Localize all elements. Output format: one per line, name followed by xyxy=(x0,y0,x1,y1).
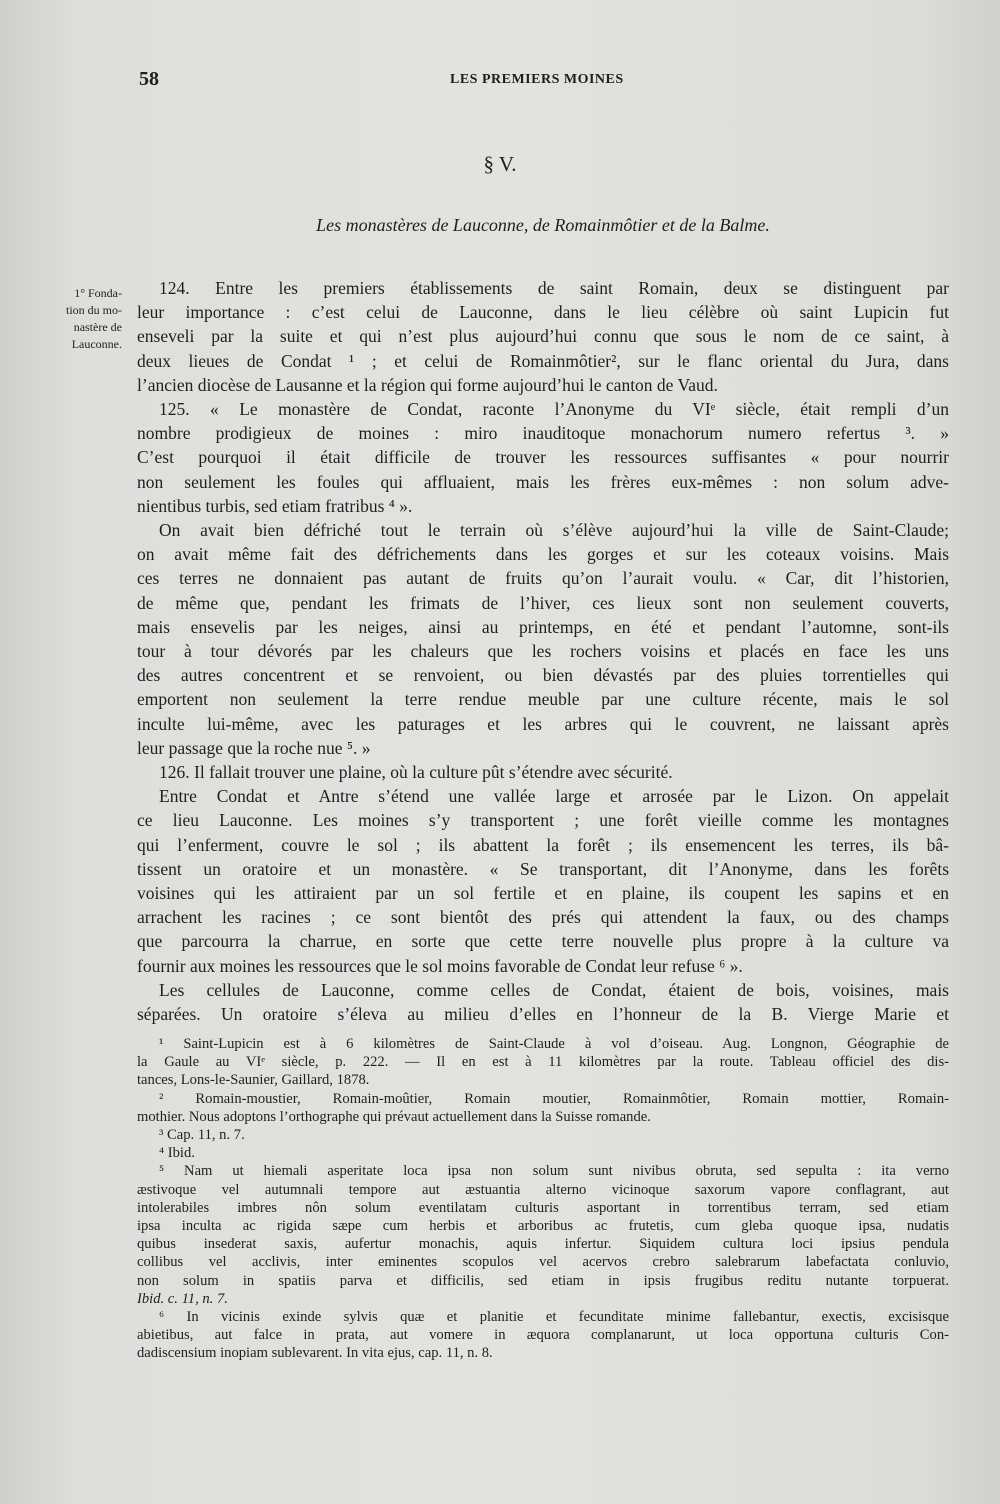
body-line: deux lieues de Condat ¹ ; et celui de Romainmôtier², sur le flanc oriental du Jura, dans xyxy=(137,350,949,371)
body-line: leur passage que la roche nue ⁵. » xyxy=(137,737,371,758)
body-line: arrachent les racines ; ce sont bientôt des prés qui attendent la faux, ou des champs xyxy=(137,907,949,928)
footnote-line: ipsa inculta ac rigida sæpe cum herbis et arboribus ac frutetis, cum gleba quoque ipsa, nudatis xyxy=(137,1218,949,1235)
body-line: des autres concentrent et se renvoient, ou bien dévastés par des pluies torrentielles qui xyxy=(137,665,949,686)
margin-note-line: 1° Fonda- xyxy=(74,286,122,300)
body-line: ce lieu Lauconne. Les moines s’y transportent ; une forêt vieille comme les montagnes xyxy=(137,810,949,831)
body-line: on avait même fait des défrichements dans les gorges et sur les coteaux voisins. Mais xyxy=(137,544,949,565)
section-title: Les monastères de Lauconne, de Romainmôtier et de la Balme. xyxy=(316,215,770,235)
body-line: ces terres ne donnaient pas autant de fruits qu’on l’aurait voulu. « Car, dit l’historien, xyxy=(137,568,949,589)
body-line: inculte lui-même, avec les paturages et les arbres qui le couvrent, ne laissant après xyxy=(137,713,949,734)
body-line: leur importance : c’est celui de Lauconne, dans le lieu célèbre où saint Lupicin fut xyxy=(137,302,949,323)
footnote-line: tances, Lons-le-Saunier, Gaillard, 1878. xyxy=(137,1072,370,1089)
body-line: C’est pourquoi il était difficile de trouver les ressources suffisantes « pour nourrir xyxy=(137,447,949,468)
running-head: LES PREMIERS MOINES xyxy=(450,72,624,87)
footnote-line: dadiscensium inopiam sublevarent. In vita ejus, cap. 11, n. 8. xyxy=(137,1345,493,1362)
body-line: tour à tour dévorés par les chaleurs que les rochers voisins et placés en face les uns xyxy=(137,641,949,662)
body-line: qui l’enferment, couvre le sol ; ils abattent la forêt ; ils ensemencent les terres, ils bâ- xyxy=(137,834,949,855)
body-line: nientibus turbis, sed etiam fratribus ⁴ ». xyxy=(137,495,413,516)
footnote-line: ⁶ In vicinis exinde sylvis quæ et planitie et fecunditate minime fallebantur, exectis, excisisque xyxy=(159,1309,949,1326)
footnote-line: collibus vel acclivis, inter eminentes scopulos vel acervos crebro salebrarum labefactata conluvio, xyxy=(137,1254,949,1271)
section-mark: § V. xyxy=(483,152,517,176)
margin-note xyxy=(42,285,122,353)
footnote-line: ¹ Saint-Lupicin est à 6 kilomètres de Saint-Claude à vol d’oiseau. Aug. Longnon, Géographie de xyxy=(159,1036,949,1052)
body-line: 125. « Le monastère de Condat, raconte l’Anonyme du VIᵉ siècle, était rempli d’un xyxy=(159,399,949,420)
footnote-line: ² Romain-moustier, Romain-moûtier, Romain moutier, Romainmôtier, Romain mottier, Romain- xyxy=(159,1090,949,1107)
margin-note-line: nastère de xyxy=(73,320,122,334)
footnote-line: ⁴ Ibid. xyxy=(159,1145,195,1162)
footnotes xyxy=(137,1035,949,1363)
footnote-line: la Gaule au VIᵉ siècle, p. 222. — Il en est à 11 kilomètres par la route. Tableau officiel des dis- xyxy=(137,1054,949,1071)
footnote-line: quibus insederat saxis, aufertur monachis, aquis infertur. Siquidem cultura loci ipsius pendula xyxy=(137,1236,949,1253)
body-line: voisines qui les attiraient par un sol fertile et en plaine, ils coupent les sapins et en xyxy=(137,883,949,904)
body-line: enseveli par la suite et qui n’est plus aujourd’hui connu que sous le nom de ce saint, à xyxy=(137,326,949,347)
body-line: Entre Condat et Antre s’étend une vallée large et arrosée par le Lizon. On appelait xyxy=(159,786,949,807)
body-line: 126. Il fallait trouver une plaine, où la culture pût s’étendre avec sécurité. xyxy=(159,762,673,783)
body-line: l’ancien diocèse de Lausanne et la région qui forme aujourd’hui le canton de Vaud. xyxy=(137,374,718,395)
body-line: Les cellules de Lauconne, comme celles de Condat, étaient de bois, voisines, mais xyxy=(159,979,949,1000)
footnote-line: mothier. Nous adoptons l’orthographe qui prévaut actuellement dans la Suisse romande. xyxy=(137,1108,651,1125)
body-text xyxy=(137,276,949,1026)
body-line: nombre prodigieux de moines : miro inauditoque monachorum numero refertus ³. » xyxy=(137,423,949,444)
body-line: de même que, pendant les frimats de l’hiver, ces lieux sont non seulement couverts, xyxy=(137,592,949,613)
body-line: séparées. Un oratoire s’éleva au milieu d’elles en l’honneur de la B. Vierge Marie et xyxy=(137,1004,949,1025)
body-line: que parcourra la charrue, en sorte que cette terre nouvelle plus propre à la culture va xyxy=(137,931,949,952)
footnote-line: ³ Cap. 11, n. 7. xyxy=(159,1127,245,1144)
body-line: mais ensevelis par les neiges, ainsi au printemps, en été et pendant l’automne, sont-ils xyxy=(137,616,949,637)
footnote-line: ⁵ Nam ut hiemali asperitate loca ipsa non solum sunt nivibus obruta, sed sepulta : ita verno xyxy=(159,1163,949,1180)
footnote-line: abietibus, aut falce in prata, aut vomere in æquora complanarunt, ut loca opportuna culturis Con- xyxy=(137,1327,949,1344)
footnote-line: non solum in spatiis parva et difficilis, sed etiam in ipsis frugibus reditu nutante torpuerat. xyxy=(137,1272,949,1289)
margin-note-line: tion du mo- xyxy=(66,303,122,317)
body-line: 124. Entre les premiers établissements de saint Romain, deux se distinguent par xyxy=(159,278,949,298)
body-line: tissent un oratoire et un monastère. « Se transportant, dit l’Anonyme, dans les forêts xyxy=(137,858,949,879)
body-line: emportent non seulement la terre rendue meuble par une culture récente, mais le sol xyxy=(137,689,949,710)
page-number: 58 xyxy=(139,68,159,90)
body-line: On avait bien défriché tout le terrain où s’élève aujourd’hui la ville de Saint-Claude; xyxy=(159,520,949,541)
footnote-line: intolerabiles imbres nôn solum eventilatam culturis asportant in torrentibus terram, sed etiam xyxy=(137,1199,949,1216)
page-header xyxy=(0,68,1000,98)
footnote-line: æstivoque vel autumnali tempore aut æstuantia alterno vicinoque saxorum vapore conflagrant, aut xyxy=(137,1181,949,1198)
body-line: non seulement les foules qui affluaient, mais les frères eux-mêmes : non solum adve- xyxy=(137,471,949,492)
footnote-line: Ibid. c. 11, n. 7. xyxy=(137,1290,228,1307)
margin-note-line: Lauconne. xyxy=(71,337,122,351)
body-line: fournir aux moines les ressources que le sol moins favorable de Condat leur refuse ⁶ ». xyxy=(137,955,743,976)
